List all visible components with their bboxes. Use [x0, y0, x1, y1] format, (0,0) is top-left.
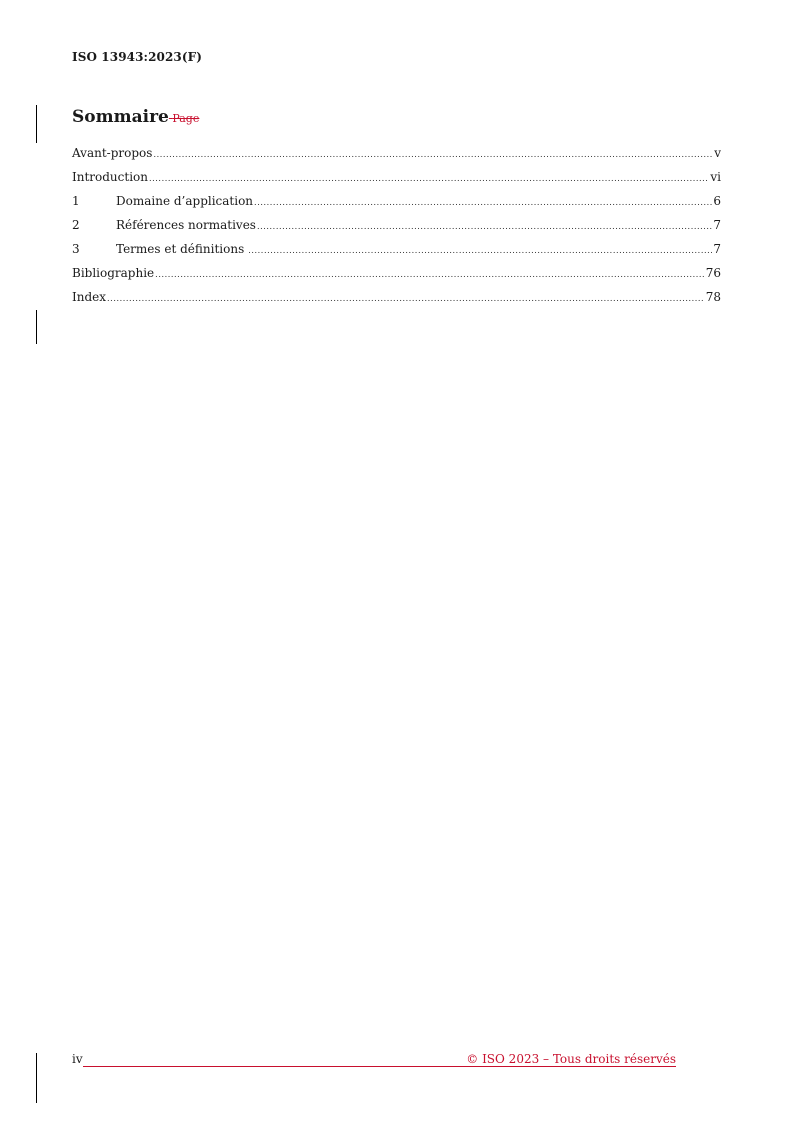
- toc-entry-page: 7: [713, 242, 721, 256]
- toc-entry-number: 1: [72, 194, 80, 208]
- toc-entry-introduction[interactable]: [72, 168, 721, 192]
- toc-entry-page: v: [714, 146, 721, 160]
- page-footer: [72, 1052, 676, 1068]
- toc-entry-avant-propos[interactable]: [72, 144, 721, 168]
- dot-leader: [257, 218, 712, 236]
- change-bar: [36, 310, 37, 344]
- toc-entry-label: Avant-propos: [72, 146, 153, 160]
- document-id-header: ISO 13943:2023(F): [72, 50, 203, 64]
- toc-title-text: Sommaire: [72, 107, 169, 127]
- dot-leader: [153, 146, 713, 164]
- dot-leader: [248, 242, 712, 260]
- table-of-contents: [72, 144, 721, 312]
- toc-entry-bibliographie[interactable]: [72, 264, 721, 288]
- footer-page-number: iv: [72, 1052, 83, 1066]
- deleted-page-label: Page: [172, 112, 200, 125]
- toc-entry-label: Domaine d’application: [116, 194, 254, 208]
- footer-copyright: © ISO 2023 – Tous droits réservés: [466, 1052, 676, 1066]
- toc-entry-references[interactable]: [72, 216, 721, 240]
- toc-entry-domaine[interactable]: [72, 192, 721, 216]
- toc-entry-page: 6: [713, 194, 721, 208]
- footer-rule: [83, 1066, 676, 1067]
- toc-entry-page: vi: [710, 170, 721, 184]
- dot-leader: [149, 170, 709, 188]
- toc-entry-label: Termes et définitions: [116, 242, 245, 256]
- dot-leader: [254, 194, 712, 212]
- toc-entry-page: 76: [705, 266, 721, 280]
- change-bar: [36, 1053, 37, 1103]
- toc-entry-termes[interactable]: [72, 240, 721, 264]
- toc-entry-page: 7: [713, 218, 721, 232]
- toc-title: [72, 107, 199, 127]
- toc-entry-label: Bibliographie: [72, 266, 155, 280]
- toc-entry-index[interactable]: [72, 288, 721, 312]
- dot-leader: [155, 266, 705, 284]
- toc-entry-label: Index: [72, 290, 107, 304]
- dot-leader: [107, 290, 705, 308]
- toc-entry-label: Introduction: [72, 170, 148, 184]
- toc-entry-number: 3: [72, 242, 80, 256]
- change-bar: [36, 105, 37, 143]
- toc-entry-number: 2: [72, 218, 80, 232]
- toc-entry-page: 78: [705, 290, 721, 304]
- toc-entry-label: Références normatives: [116, 218, 256, 232]
